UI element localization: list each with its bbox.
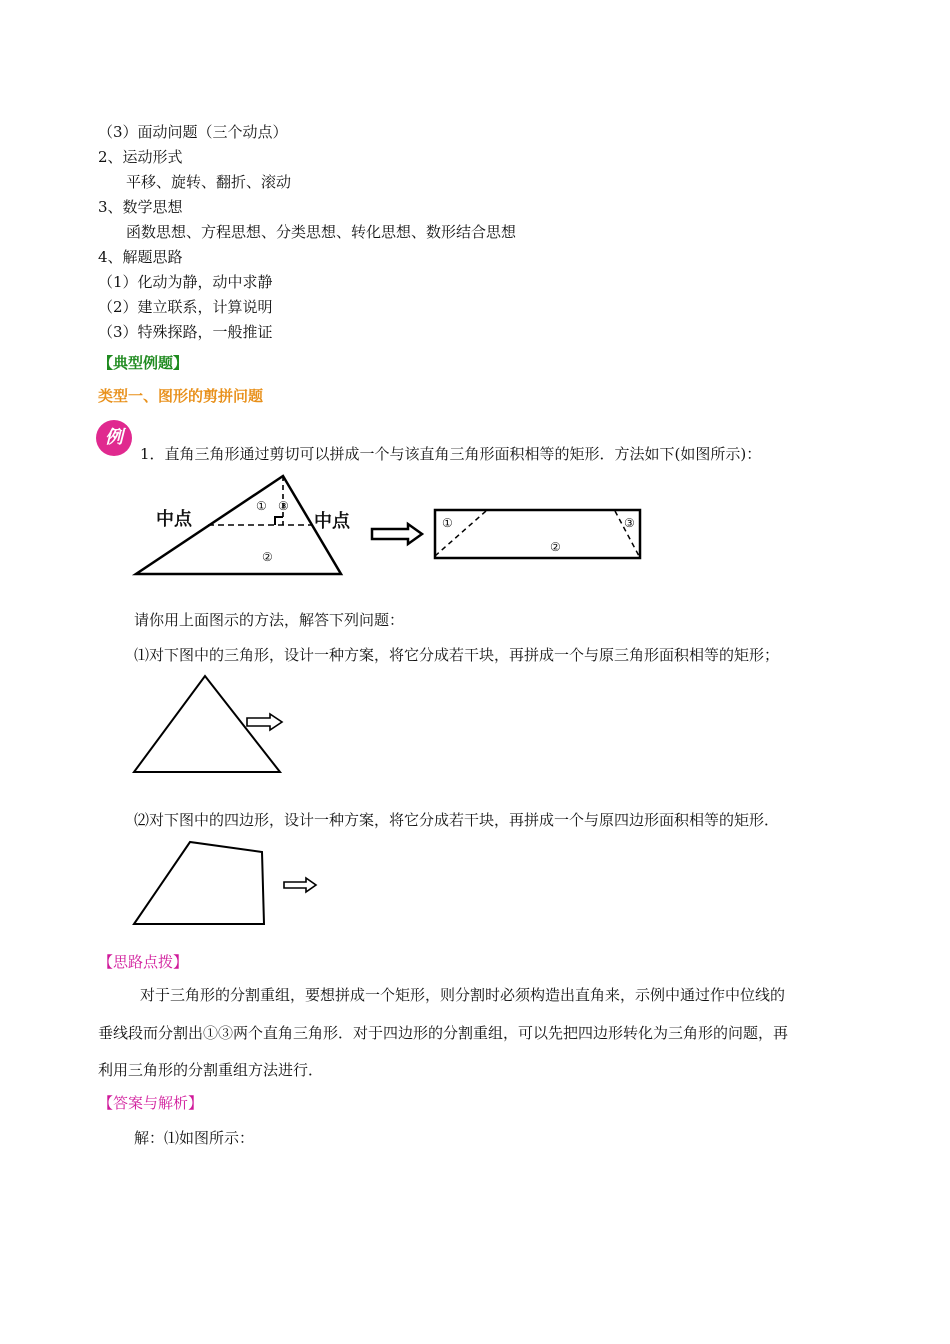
text-line: 4、解题思路 [98,248,183,266]
hint-line: 利用三角形的分割重组方法进行． [98,1061,324,1079]
arrow-outline [372,524,422,544]
question-1: ⑴对下图中的三角形，设计一种方案，将它分成若干块，再拼成一个与原三角形面积相等的矩形； [134,646,780,664]
cut-triangle-figure [130,470,650,580]
quadrilateral-shape [134,842,264,924]
text-line: 平移、旋转、翻折、滚动 [126,173,292,191]
text-line: 2、运动形式 [98,148,183,166]
answer-heading: 【答案与解析】 [98,1094,204,1112]
text-line: （1）化动为静，动中求静 [98,273,273,291]
text-line: 函数思想、方程思想、分类思想、转化思想、数形结合思想 [126,223,517,241]
piece-label-3: ③ [278,499,289,513]
hint-heading: 【思路点拨】 [98,953,189,971]
hint-line: 垂线段而分割出①③两个直角三角形．对于四边形的分割重组，可以先把四边形转化为三角形的问题，再 [98,1024,789,1042]
text-line: （2）建立联系，计算说明 [98,298,273,316]
arrow-outline [247,714,282,730]
hint-line: 对于三角形的分割重组，要想拼成一个矩形，则分割时必须构造出直角来，示例中通过作中位线的 [140,986,786,1004]
piece-label-2: ② [262,550,273,564]
triangle-figure [130,672,290,777]
rect-piece-label-3: ③ [624,516,635,530]
example-badge: 例 [96,420,132,456]
piece-label-1: ① [256,499,267,513]
text-line: （3）特殊探路，一般推证 [98,323,273,341]
text-line: （3）面动问题（三个动点） [98,123,288,141]
midpoint-label-left: 中点 [156,509,192,530]
answer-line: 解：⑴如图所示： [134,1129,255,1147]
instruction-text: 请你用上面图示的方法，解答下列问题： [134,611,405,629]
text-line: 3、数学思想 [98,198,183,216]
rect-piece-label-1: ① [442,516,453,530]
result-rectangle [435,510,640,558]
right-angle-mark [275,517,283,525]
question-2: ⑵对下图中的四边形，设计一种方案，将它分成若干块，再拼成一个与原四边形面积相等的矩形． [134,811,780,829]
arrow-outline [284,878,316,892]
rect-piece-label-2: ② [550,540,561,554]
triangle-shape [134,676,280,772]
examples-heading: 【典型例题】 [98,354,189,372]
type-heading: 类型一、图形的剪拼问题 [98,387,264,405]
midpoint-label-right: 中点 [314,511,350,532]
problem-statement: 1．直角三角形通过剪切可以拼成一个与该直角三角形面积相等的矩形．方法如下(如图所示)： [140,445,762,463]
quadrilateral-figure [130,838,320,930]
